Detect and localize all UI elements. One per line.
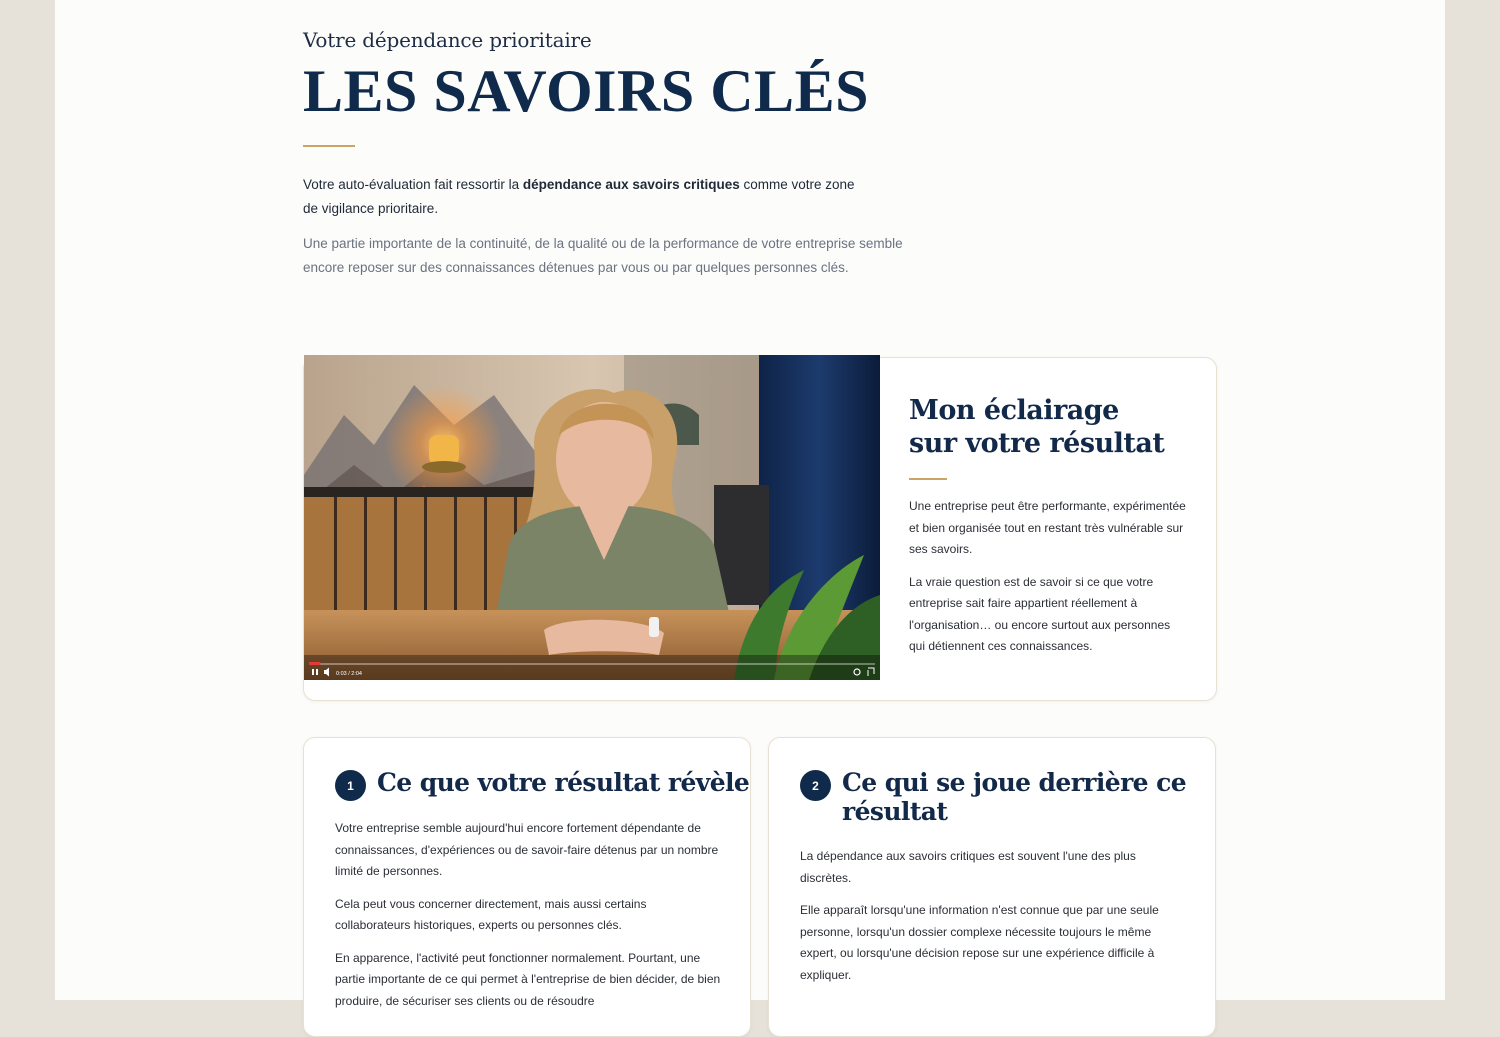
card-title: Ce que votre résultat révèle <box>377 768 750 797</box>
intro-bold: dépendance aux savoirs critiques <box>522 177 740 192</box>
step-number-badge: 2 <box>800 770 831 801</box>
video-card-text <box>909 394 1189 658</box>
video-progress-fill <box>309 662 320 665</box>
video-time: 0:03 / 2:04 <box>336 671 362 677</box>
hero-section <box>303 28 923 280</box>
card-body <box>800 846 1190 997</box>
video-progress-track[interactable] <box>309 663 875 665</box>
card-header <box>800 768 1186 826</box>
card-title-line1: Ce qui se joue derrière ce <box>842 768 1186 797</box>
video-card-paragraph: La vraie question est de savoir si ce que votre entreprise sait faire appartient réellement à l'organisation… ou encore surtout aux personnes qui détiennent ces connaissances. <box>909 574 1171 653</box>
result-card-stakes <box>768 737 1216 1037</box>
result-card-reveal <box>303 737 751 1037</box>
card-paragraph: Elle apparaît lorsqu'une information n'est connue que par une seule personne, lorsqu'un dossier complexe nécessite toujours le même expert, ou lorsqu'une décision repose sur une expérience difficile à expliquer. <box>800 903 1159 982</box>
card-paragraph: En apparence, l'activité peut fonctionner normalement. Pourtant, une partie importante de ce qui permet à l'entreprise de bien décider, de bien produire, de sécuriser ses clients ou de résoudre <box>335 950 721 1008</box>
video-card-paragraph: Une entreprise peut être performante, expérimentée et bien organisée tout en restant très vulnérable sur ses savoirs. <box>909 499 1186 556</box>
video-frame <box>304 355 880 680</box>
gold-divider <box>909 478 947 480</box>
eyebrow: Votre dépendance prioritaire <box>303 28 592 52</box>
card-paragraph: Cela peut vous concerner directement, mais aussi certains collaborateurs historiques, experts ou personnes clés. <box>335 896 647 932</box>
card-header <box>335 768 749 801</box>
intro-post: comme votre zone de vigilance prioritaire. <box>303 177 855 216</box>
video-title-line2: sur votre résultat <box>909 428 1165 459</box>
page <box>55 0 1445 1008</box>
step-number-badge: 1 <box>335 770 366 801</box>
video-card-title <box>909 394 1189 460</box>
card-title <box>842 768 1186 826</box>
intro-pre: Votre auto-évaluation fait ressortir la <box>303 177 523 192</box>
video-title-line1: Mon éclairage <box>909 395 1119 426</box>
page-title: LES SAVOIRS CLÉS <box>303 58 869 124</box>
card-paragraph: Votre entreprise semble aujourd'hui encore fortement dépendante de connaissances, d'expériences ou de savoir-faire détenus par un nombre limité de personnes. <box>335 821 719 878</box>
intro-secondary-text: Une partie importante de la continuité, de la qualité ou de la performance de votre entreprise semble encore reposer sur des connaissances détenues par vous ou par quelques personnes clés. <box>303 236 903 275</box>
card-body <box>335 818 725 1023</box>
video-player[interactable] <box>304 355 880 680</box>
gold-divider <box>303 145 355 147</box>
card-title-line2: résultat <box>842 797 948 826</box>
card-paragraph: La dépendance aux savoirs critiques est souvent l'une des plus discrètes. <box>800 849 1136 885</box>
intro-text <box>303 173 873 221</box>
